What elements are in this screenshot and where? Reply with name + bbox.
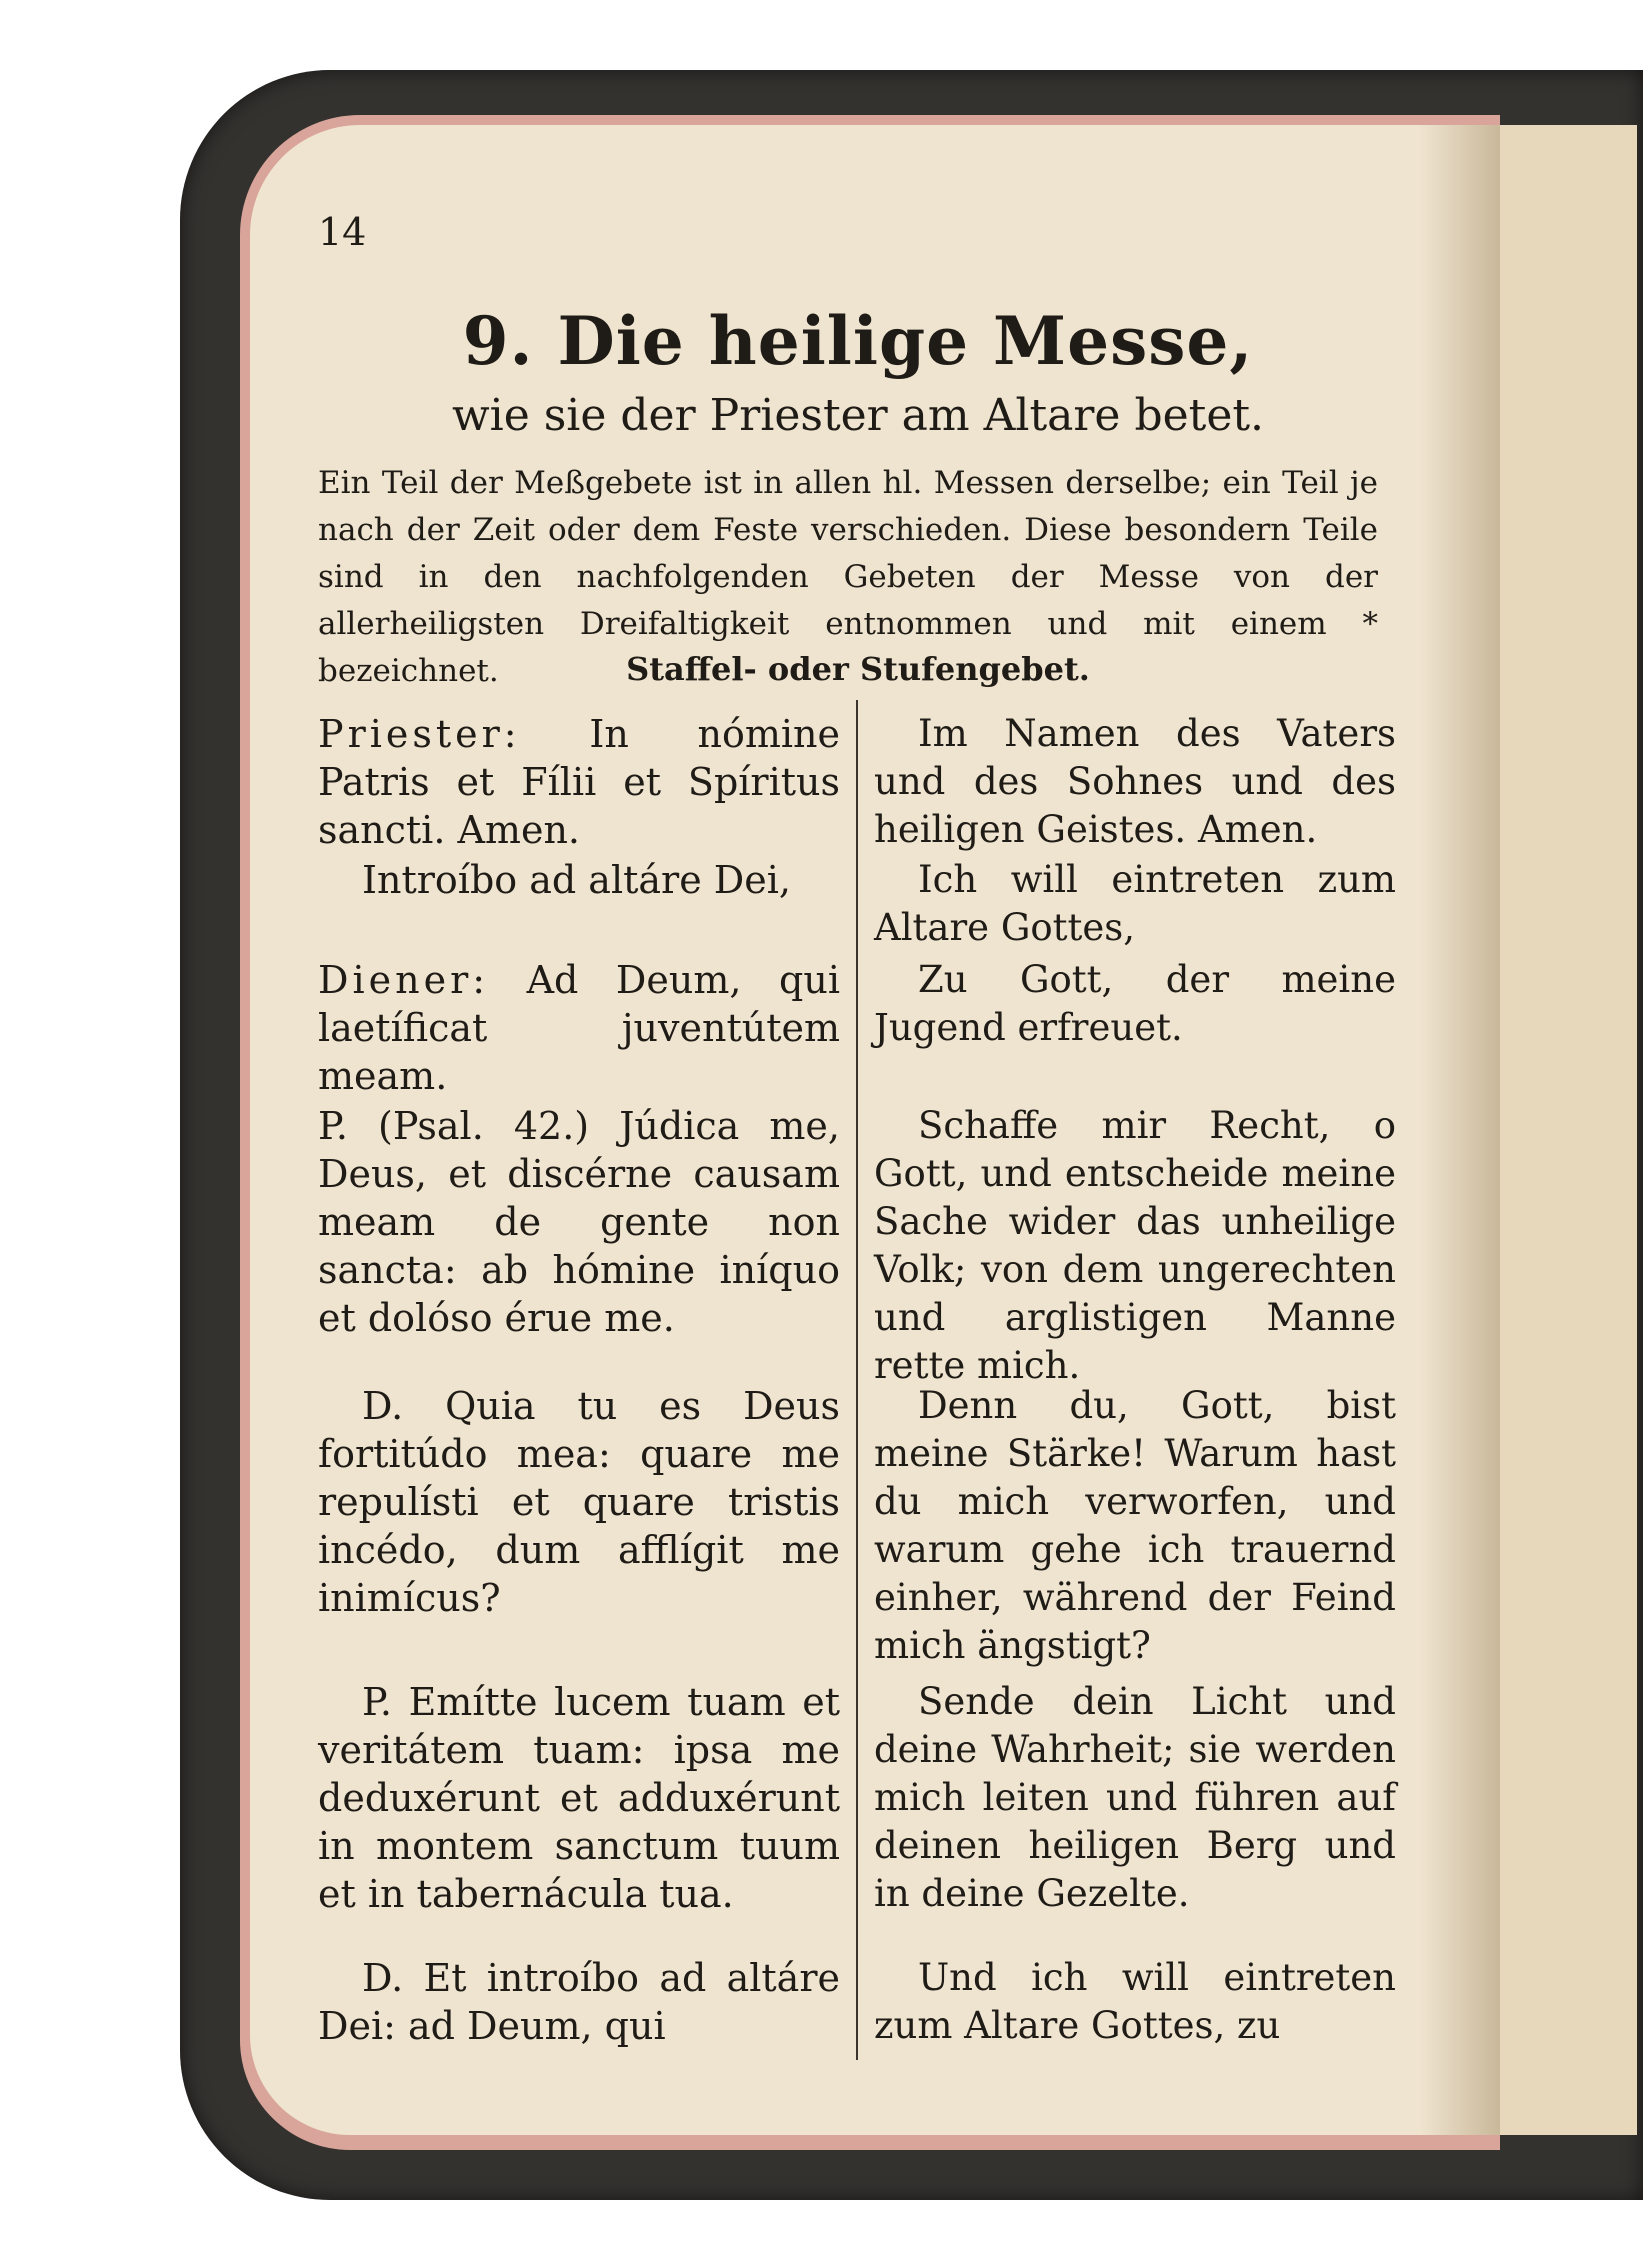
latin-block: Diener: Ad Deum, qui laetíficat juventútem meam.	[318, 958, 840, 1098]
speaker-label: Diener:	[318, 958, 490, 1002]
latin-block: P. Emítte lucem tuam et veritátem tuam: ipsa me deduxérunt et adduxérunt in montem sanctum tuum et in tabernácula tua.	[318, 1680, 840, 1916]
german-block: Sende dein Licht und deine Wahrheit; sie werden mich leiten und führen auf deinen heiligen Berg und in deine Gezelte.	[874, 1680, 1396, 1915]
chapter-title: 9. Die heilige Messe,	[462, 302, 1254, 380]
page-gutter-shadow	[1420, 125, 1500, 2135]
intro-paragraph: Ein Teil der Meßgebete ist in allen hl. Messen derselbe; ein Teil je nach der Zeit oder dem Feste verschieden. Diese besondern Teile sind in den nachfolgenden Gebeten der Messe von der allerheiligsten Dreifaltigkeit entnommen und mit einem * bezeichnet.	[318, 465, 1378, 689]
german-block: Schaffe mir Recht, o Gott, und entscheide meine Sache wider das unheilige Volk; von dem ungerechten und arglistigen Manne rette mich.	[874, 1104, 1396, 1387]
german-block: Und ich will eintreten zum Altare Gottes, zu	[874, 1956, 1396, 2047]
section-heading: Staffel- oder Stufengebet.	[626, 650, 1090, 688]
page-content	[318, 210, 1398, 2090]
latin-block: D. Quia tu es Deus fortitúdo mea: quare me repulísti et quare tristis incédo, dum afflígit me inimícus?	[318, 1384, 840, 1620]
speaker-label: Priester:	[318, 712, 521, 756]
facing-page-edge	[1485, 125, 1637, 2135]
column-divider	[856, 700, 858, 2060]
latin-block: Priester: In nómine Patris et Fílii et Spíritus sancti. Amen.	[318, 712, 840, 852]
german-block: Denn du, Gott, bist meine Stärke! Warum hast du mich verworfen, und warum gehe ich trauernd einher, während der Feind mich ängstigt?	[874, 1384, 1396, 1667]
latin-block: Introíbo ad altáre Dei,	[362, 858, 791, 902]
latin-block: D. Et introíbo ad altáre Dei: ad Deum, qui	[318, 1956, 840, 2048]
german-block: Zu Gott, der meine Jugend erfreuet.	[874, 958, 1396, 1049]
latin-block: P. (Psal. 42.) Júdica me, Deus, et discérne causam meam de gente non sancta: ab hómine iníquo et dolóso érue me.	[318, 1104, 840, 1340]
german-block: Im Namen des Vaters und des Sohnes und des heiligen Geistes. Amen.	[874, 712, 1396, 851]
german-block: Ich will eintreten zum Altare Gottes,	[874, 858, 1396, 949]
chapter-subtitle: wie sie der Priester am Altare betet.	[451, 390, 1265, 441]
page-number: 14	[318, 210, 367, 254]
